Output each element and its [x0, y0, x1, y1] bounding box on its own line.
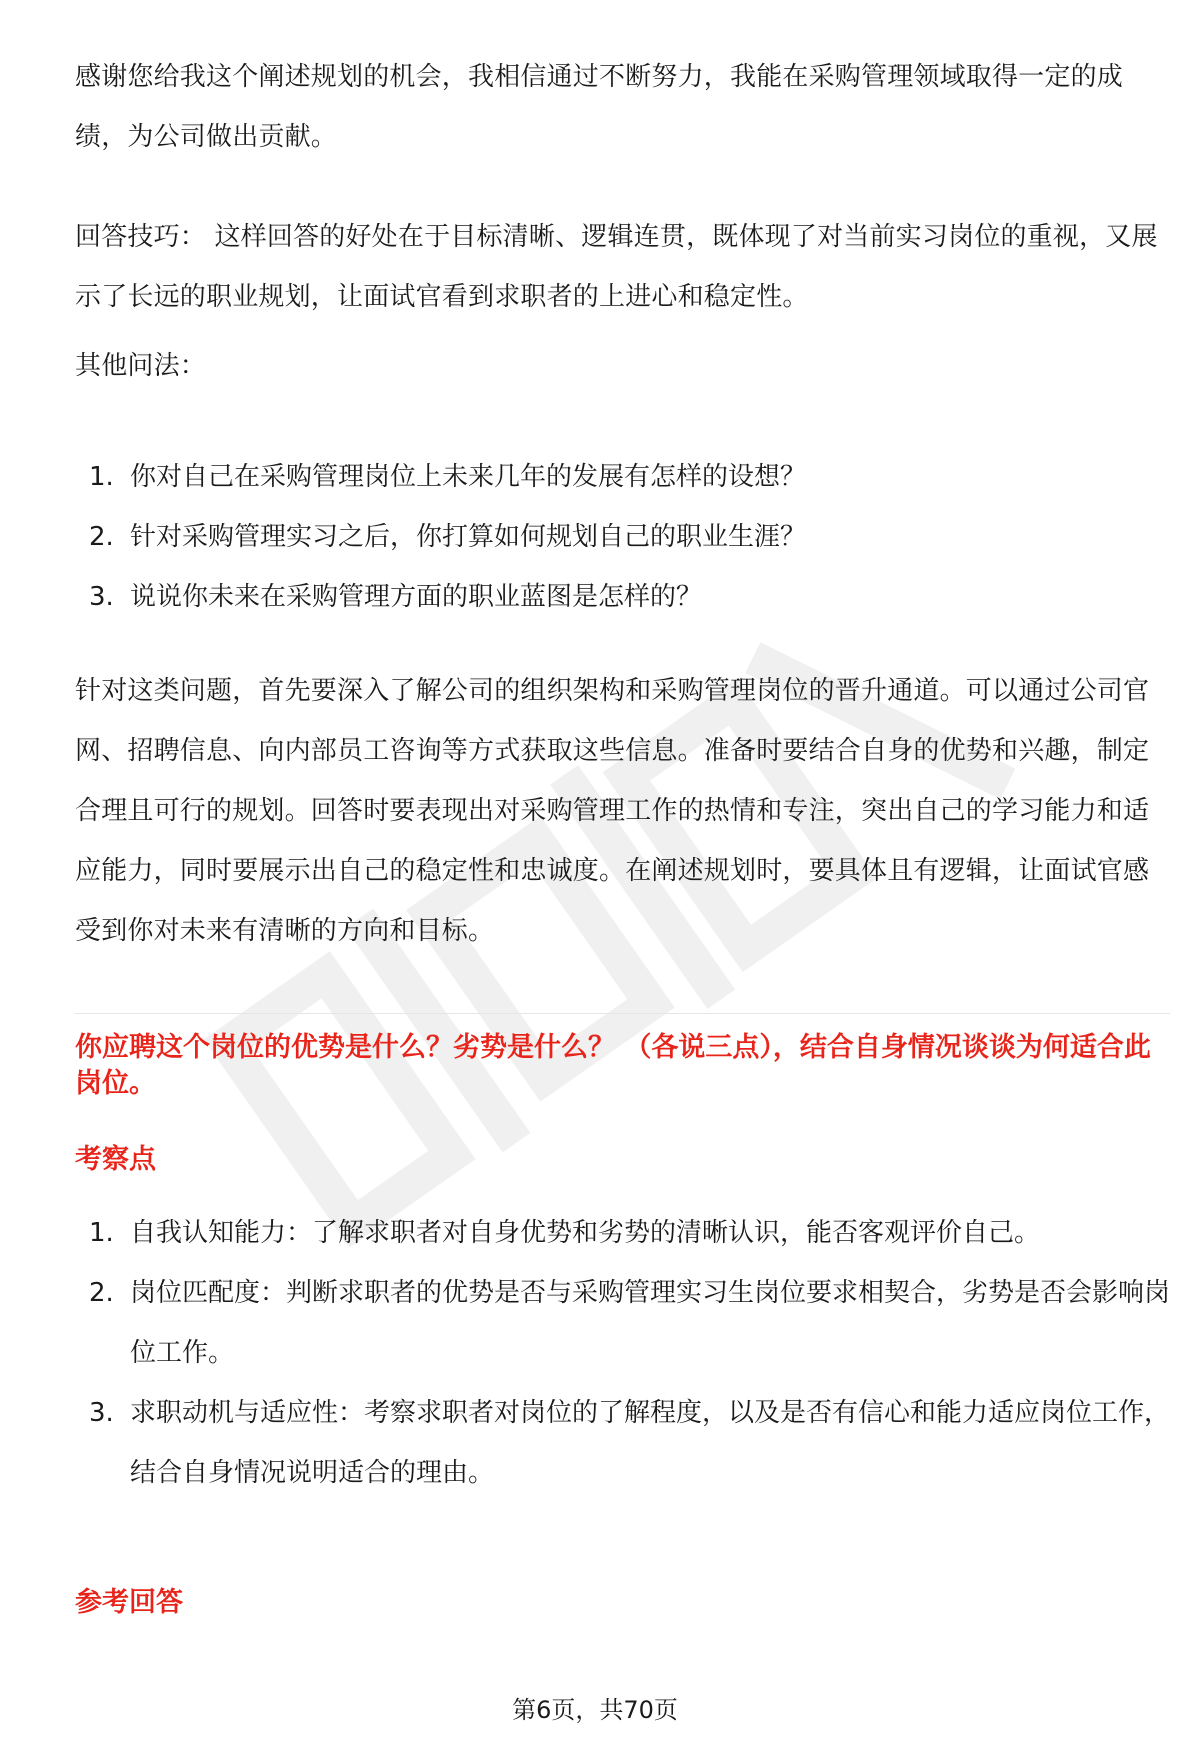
list-item [75, 567, 1170, 627]
list-item-number: 2. [89, 522, 114, 552]
list-item-number: 1. [89, 462, 114, 492]
list-item-number: 2. [89, 1278, 114, 1308]
list-item-text: 求职动机与适应性：考察求职者对岗位的了解程度，以及是否有信心和能力适应岗位工作，结合自身情况说明适合的理由。 [130, 1398, 1171, 1488]
document-page [75, 0, 1170, 1755]
reference-answer-heading: 参考回答 [75, 1587, 183, 1618]
list-item [75, 1203, 1170, 1263]
list-item-number: 3. [89, 582, 114, 612]
page-footer: 第6页，共70页 [512, 1696, 678, 1724]
question-heading: 你应聘这个岗位的优势是什么？劣势是什么？ （各说三点），结合自身情况谈谈为何适合此岗位。 [75, 1032, 1151, 1099]
list-item [75, 447, 1170, 507]
list-item-text: 岗位匹配度：判断求职者的优势是否与采购管理实习生岗位要求相契合，劣势是否会影响岗位工作。 [130, 1278, 1171, 1368]
list-item-text: 自我认知能力：了解求职者对自身优势和劣势的清晰认识，能否客观评价自己。 [130, 1218, 1041, 1248]
list-item-text: 你对自己在采购管理岗位上未来几年的发展有怎样的设想？ [130, 462, 807, 492]
list-item-text: 针对采购管理实习之后，你打算如何规划自己的职业生涯？ [130, 522, 807, 552]
section-divider [75, 1013, 1170, 1014]
list-item-number: 3. [89, 1398, 114, 1428]
list-item [75, 1383, 1170, 1503]
other-questions-list [75, 447, 1170, 627]
guidance-paragraph: 针对这类问题，首先要深入了解公司的组织架构和采购管理岗位的晋升通道。可以通过公司官网、招聘信息、向内部员工咨询等方式获取这些信息。准备时要结合自身的优势和兴趣，制定合理且可行的规划。回答时要表现出对采购管理工作的热情和专注，突出自己的学习能力和适应能力，同时要展示出自己的稳定性和忠诚度。在阐述规划时，要具体且有逻辑，让面试官感受到你对未来有清晰的方向和目标。 [75, 676, 1150, 946]
intro-paragraph: 感谢您给我这个阐述规划的机会，我相信通过不断努力，我能在采购管理领域取得一定的成绩，为公司做出贡献。 [75, 62, 1124, 152]
assessment-points-list [75, 1203, 1170, 1503]
assessment-heading: 考察点 [75, 1144, 156, 1175]
list-item [75, 1263, 1170, 1383]
other-questions-label: 其他问法： [75, 351, 207, 381]
list-item-number: 1. [89, 1218, 114, 1248]
list-item-text: 说说你未来在采购管理方面的职业蓝图是怎样的？ [130, 582, 703, 612]
answer-tip-paragraph: 回答技巧： 这样回答的好处在于目标清晰、逻辑连贯，既体现了对当前实习岗位的重视，又展示了长远的职业规划，让面试官看到求职者的上进心和稳定性。 [75, 222, 1158, 312]
list-item [75, 507, 1170, 567]
